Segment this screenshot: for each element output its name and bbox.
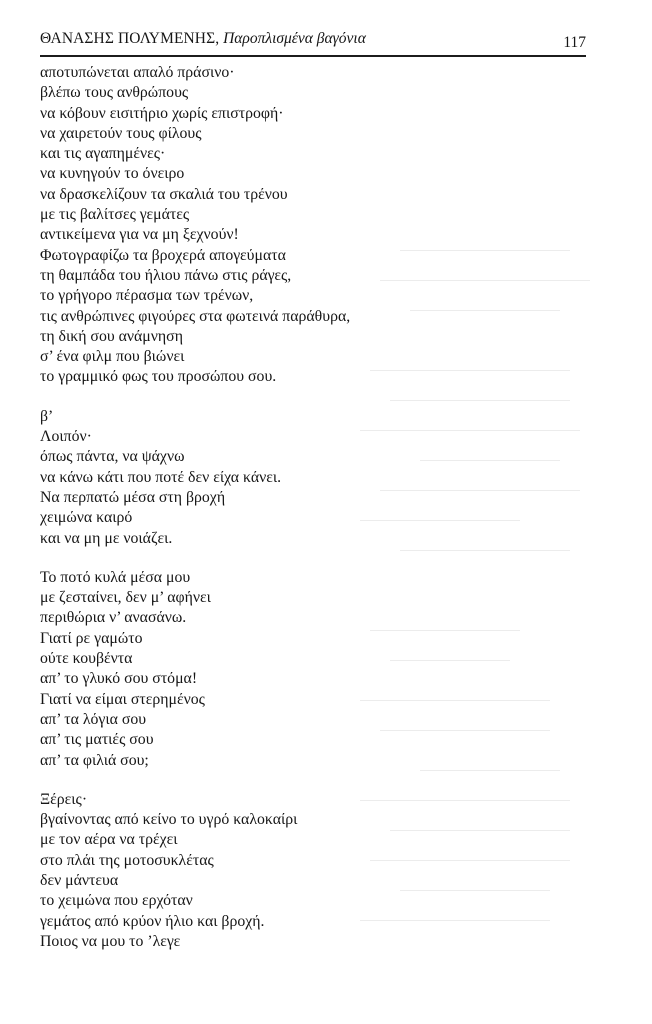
- poem-line: απ’ τα λόγια σου: [40, 710, 147, 728]
- header-rule: [40, 55, 586, 57]
- stanza: [40, 790, 600, 952]
- poem-line: περιθώρια ν’ ανασάνω.: [40, 609, 187, 627]
- poem-line: όπως πάντα, να ψάχνω: [40, 448, 185, 466]
- poem-line: Γιατί ρε γαμώτο: [40, 629, 143, 647]
- stanza: [40, 63, 600, 388]
- poem-line: απ’ το γλυκό σου στόμα!: [40, 670, 198, 688]
- stanza: [40, 407, 600, 549]
- poem-line: Γιατί να είμαι στερημένος: [40, 690, 205, 708]
- poem-line: Να περπατώ μέσα στη βροχή: [40, 488, 226, 506]
- poem-line: με τις βαλίτσες γεμάτες: [40, 206, 190, 224]
- poem-line: να κυνηγούν το όνειρο: [40, 165, 185, 183]
- poem-line: Λοιπόν·: [40, 428, 92, 446]
- poem-line: χειμώνα καιρό: [40, 509, 133, 527]
- poem-line: δεν μάντευα: [40, 871, 119, 889]
- poem-line: να χαιρετούν τους φίλους: [40, 124, 202, 142]
- poem-line: Ποιος να μου το ’λεγε: [40, 932, 181, 950]
- poem-line: Ξέρεις·: [40, 790, 88, 808]
- poem-line: αντικείμενα για να μη ξεχνούν!: [40, 226, 239, 244]
- poem-line: αποτυπώνεται απαλό πράσινο·: [40, 64, 235, 81]
- stanza: [40, 568, 600, 771]
- poem-line: τη θαμπάδα του ήλιου πάνω στις ράγες,: [40, 266, 292, 284]
- poem-line: απ’ τις ματιές σου: [40, 731, 154, 749]
- poem-line: να κόβουν εισιτήριο χωρίς επιστροφή·: [40, 104, 284, 122]
- poem-line: βγαίνοντας από κείνο το υγρό καλοκαίρι: [40, 811, 298, 829]
- poem-line: τις ανθρώπινες φιγούρες στα φωτεινά παράθυρα,: [40, 307, 351, 325]
- poem-line: στο πλάι της μοτοσυκλέτας: [40, 851, 214, 869]
- poem-line: και τις αγαπημένες·: [40, 145, 166, 163]
- poem-body: [40, 63, 600, 952]
- poem-line: τη δική σου ανάμνηση: [40, 327, 183, 345]
- poem-line: σ’ ένα φιλμ που βιώνει: [40, 348, 185, 366]
- poem-line: Φωτογραφίζω τα βροχερά απογεύματα: [40, 246, 286, 264]
- poem-line: γεμάτος από κρύον ήλιο και βροχή.: [40, 912, 265, 930]
- poem-line: να δρασκελίζουν τα σκαλιά του τρένου: [40, 185, 288, 203]
- page-number: 117: [563, 34, 586, 51]
- poem-line: ούτε κουβέντα: [40, 650, 133, 668]
- poem-line: το γραμμικό φως του προσώπου σου.: [40, 368, 277, 386]
- stanza-break: [40, 388, 600, 407]
- poem-line: με ζεσταίνει, δεν μ’ αφήνει: [40, 589, 211, 607]
- author-name: ΘΑΝΑΣΗΣ ΠΟΛΥΜΕΝΗΣ,: [40, 30, 220, 47]
- poem-line: το χειμώνα που ερχόταν: [40, 892, 193, 910]
- book-title: Παροπλισμένα βαγόνια: [223, 30, 366, 47]
- stanza-break: [40, 549, 600, 568]
- poem-line: Το ποτό κυλά μέσα μου: [40, 568, 191, 586]
- poem-line: β’: [40, 407, 54, 425]
- poem-line: και να μη με νοιάζει.: [40, 529, 173, 547]
- poem-line: το γρήγορο πέρασμα των τρένων,: [40, 287, 254, 305]
- poem-line: να κάνω κάτι που ποτέ δεν είχα κάνει.: [40, 468, 282, 486]
- poem-line: απ’ τα φιλιά σου;: [40, 751, 149, 769]
- poem-line: βλέπω τους ανθρώπους: [40, 84, 189, 102]
- poem-line: με τον αέρα να τρέχει: [40, 831, 178, 849]
- stanza-break: [40, 771, 600, 790]
- running-head: [40, 29, 586, 51]
